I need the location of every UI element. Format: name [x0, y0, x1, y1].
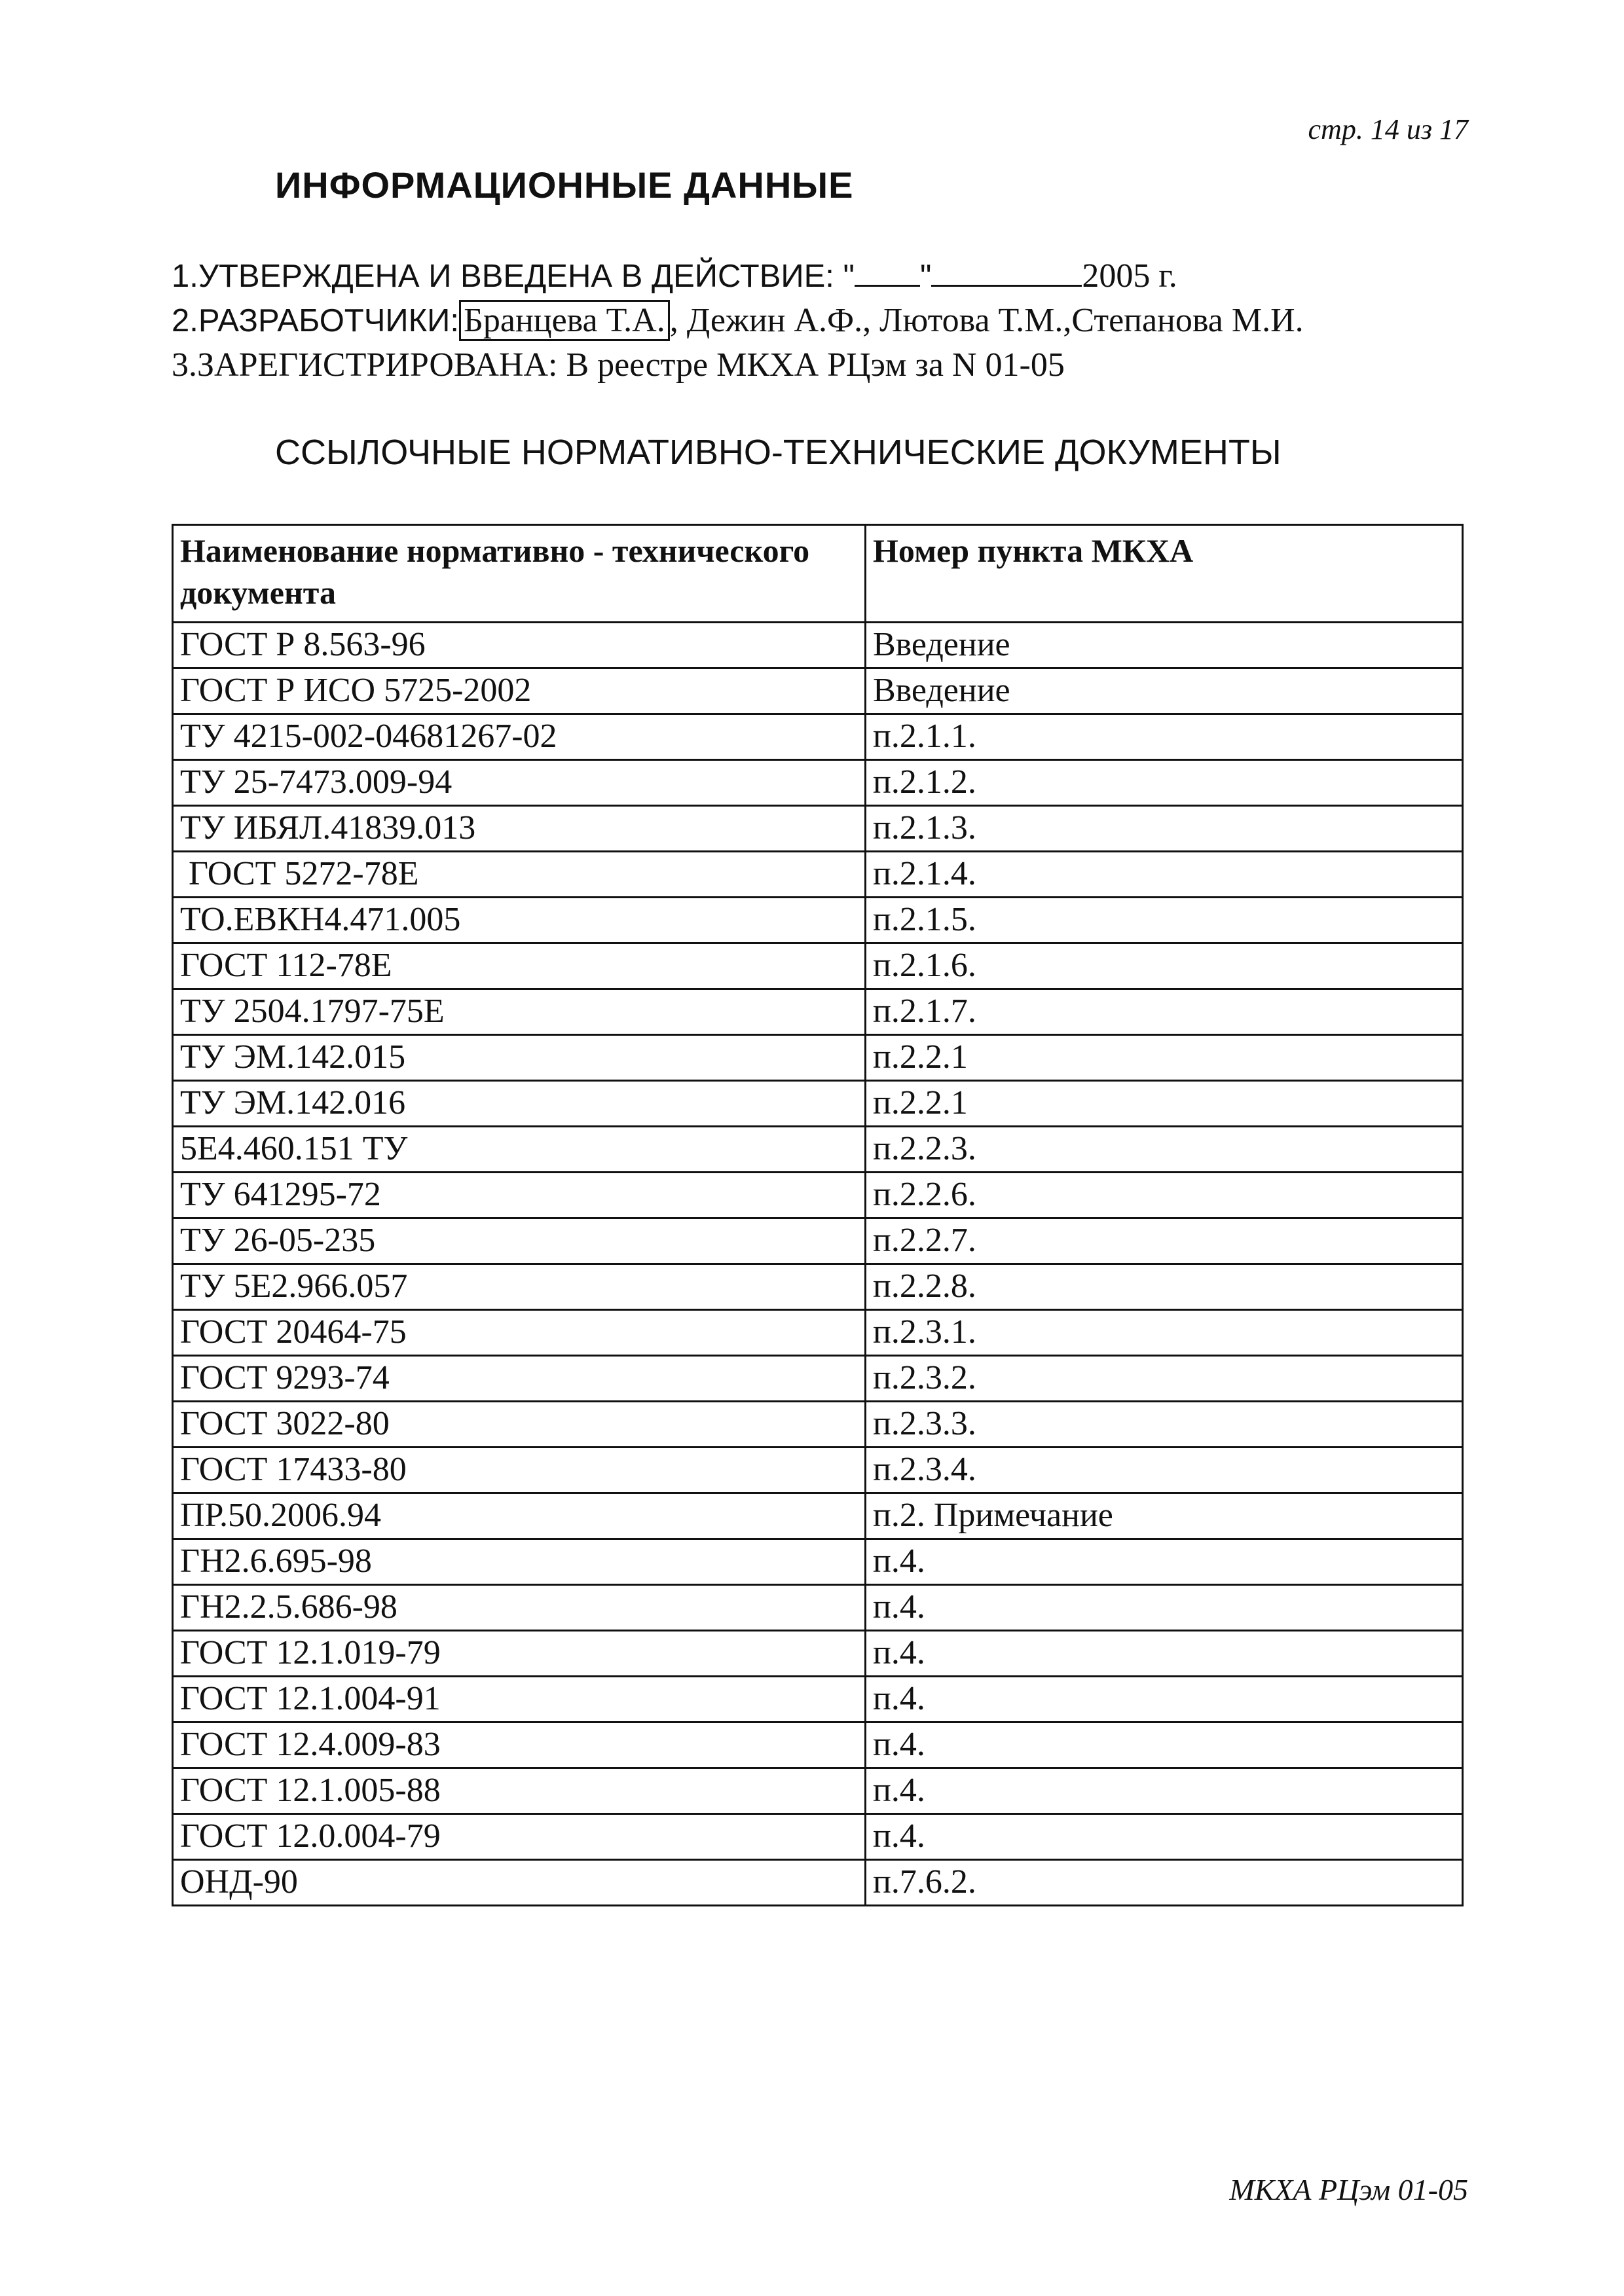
- table-row: [173, 1768, 1463, 1814]
- clause-number-cell: п.2.1.7.: [866, 989, 1463, 1035]
- registration-text: 3.ЗАРЕГИСТРИРОВАНА: В реестре МКХА РЦэм за N 01-05: [172, 346, 1065, 384]
- approval-year: 2005 г.: [1082, 257, 1177, 295]
- document-name-cell: ТО.ЕВКН4.471.005: [173, 898, 866, 943]
- clause-number-cell: п.4.: [866, 1585, 1463, 1631]
- month-blank: [931, 259, 1082, 287]
- table-row: [173, 1402, 1463, 1448]
- document-name-cell: ГН2.2.5.686-98: [173, 1585, 866, 1631]
- clause-number-cell: п.4.: [866, 1768, 1463, 1814]
- clause-number-cell: п.4.: [866, 1631, 1463, 1677]
- document-name-cell: ТУ 4215-002-04681267-02: [173, 714, 866, 760]
- clause-number-cell: п.2.1.3.: [866, 806, 1463, 852]
- table-row: [173, 1310, 1463, 1356]
- clause-number-cell: п.2.2.7.: [866, 1218, 1463, 1264]
- document-name-cell: ГОСТ 17433-80: [173, 1448, 866, 1493]
- approval-prefix: 1.УТВЕРЖДЕНА И ВВЕДЕНА В ДЕЙСТВИЕ: ": [172, 259, 855, 294]
- clause-number-cell: п.2.3.3.: [866, 1402, 1463, 1448]
- clause-number-cell: п.2.1.4.: [866, 852, 1463, 898]
- table-row: [173, 1722, 1463, 1768]
- document-name-cell: ГОСТ 12.1.019-79: [173, 1631, 866, 1677]
- document-name-cell: ТУ 25-7473.009-94: [173, 760, 866, 806]
- clause-number-cell: п.2.2.1: [866, 1081, 1463, 1127]
- table-row: [173, 806, 1463, 852]
- document-name-cell: ГОСТ 12.4.009-83: [173, 1722, 866, 1768]
- table-row: [173, 989, 1463, 1035]
- table-row: [173, 1448, 1463, 1493]
- clause-number-cell: п.2.1.5.: [866, 898, 1463, 943]
- clause-number-cell: п.2.3.2.: [866, 1356, 1463, 1402]
- table-row: [173, 1585, 1463, 1631]
- table-row: [173, 760, 1463, 806]
- table-row: [173, 898, 1463, 943]
- document-name-cell: ГОСТ 5272-78Е: [173, 852, 866, 898]
- col-header-clause: Номер пункта МКХА: [866, 525, 1463, 623]
- table-row: [173, 1127, 1463, 1173]
- table-row: [173, 1081, 1463, 1127]
- document-name-cell: ТУ 2504.1797-75Е: [173, 989, 866, 1035]
- document-name-cell: ТУ 641295-72: [173, 1173, 866, 1218]
- info-developers-line: [172, 301, 1304, 340]
- document-name-cell: ГОСТ Р ИСО 5725-2002: [173, 668, 866, 714]
- table-row: [173, 623, 1463, 668]
- table-row: [173, 943, 1463, 989]
- document-name-cell: ТУ ЭМ.142.015: [173, 1035, 866, 1081]
- document-name-cell: ТУ ЭМ.142.016: [173, 1081, 866, 1127]
- document-name-cell: ОНД-90: [173, 1860, 866, 1906]
- clause-number-cell: п.4.: [866, 1722, 1463, 1768]
- clause-number-cell: п.4.: [866, 1814, 1463, 1860]
- clause-number-cell: п.2. Примечание: [866, 1493, 1463, 1539]
- developer-boxed-name: Бранцева Т.А.: [459, 300, 670, 341]
- refs-table: [172, 524, 1464, 1906]
- document-name-cell: ПР.50.2006.94: [173, 1493, 866, 1539]
- day-blank: [855, 259, 920, 287]
- table-row: [173, 1677, 1463, 1722]
- table-row: [173, 1539, 1463, 1585]
- info-registration-line: [172, 346, 1065, 384]
- table-row: [173, 1860, 1463, 1906]
- table-row: [173, 1493, 1463, 1539]
- clause-number-cell: п.2.2.3.: [866, 1127, 1463, 1173]
- footer-doc-code: МКХА РЦэм 01-05: [1229, 2173, 1468, 2206]
- document-name-cell: ГОСТ 9293-74: [173, 1356, 866, 1402]
- table-row: [173, 668, 1463, 714]
- clause-number-cell: п.2.3.1.: [866, 1310, 1463, 1356]
- table-row: [173, 1631, 1463, 1677]
- clause-number-cell: п.2.3.4.: [866, 1448, 1463, 1493]
- approval-mid: ": [919, 259, 932, 294]
- document-name-cell: ГОСТ 12.1.004-91: [173, 1677, 866, 1722]
- table-row: [173, 1814, 1463, 1860]
- refs-table-body: [173, 623, 1463, 1906]
- table-row: [173, 1356, 1463, 1402]
- clause-number-cell: п.4.: [866, 1677, 1463, 1722]
- table-row: [173, 1035, 1463, 1081]
- clause-number-cell: п.2.2.1: [866, 1035, 1463, 1081]
- document-name-cell: ТУ 5Е2.966.057: [173, 1264, 866, 1310]
- col-header-document: Наименование нормативно - технического документа: [173, 525, 866, 623]
- document-name-cell: ГОСТ 112-78Е: [173, 943, 866, 989]
- document-name-cell: ГОСТ 12.0.004-79: [173, 1814, 866, 1860]
- document-name-cell: ГОСТ 20464-75: [173, 1310, 866, 1356]
- document-name-cell: ТУ 26-05-235: [173, 1218, 866, 1264]
- table-row: [173, 1264, 1463, 1310]
- clause-number-cell: п.2.2.6.: [866, 1173, 1463, 1218]
- developers-rest: , Дежин А.Ф., Лютова Т.М.,Степанова М.И.: [669, 302, 1304, 339]
- table-row: [173, 714, 1463, 760]
- table-row: [173, 1218, 1463, 1264]
- clause-number-cell: Введение: [866, 623, 1463, 668]
- table-header-row: [173, 525, 1463, 623]
- clause-number-cell: п.7.6.2.: [866, 1860, 1463, 1906]
- document-name-cell: ГОСТ 12.1.005-88: [173, 1768, 866, 1814]
- table-row: [173, 852, 1463, 898]
- clause-number-cell: п.2.1.1.: [866, 714, 1463, 760]
- clause-number-cell: п.2.1.2.: [866, 760, 1463, 806]
- info-approval-line: [172, 257, 1177, 295]
- document-name-cell: ГОСТ 3022-80: [173, 1402, 866, 1448]
- clause-number-cell: п.4.: [866, 1539, 1463, 1585]
- developers-prefix: 2.РАЗРАБОТЧИКИ:: [172, 303, 459, 338]
- clause-number-cell: п.2.1.6.: [866, 943, 1463, 989]
- clause-number-cell: Введение: [866, 668, 1463, 714]
- clause-number-cell: п.2.2.8.: [866, 1264, 1463, 1310]
- page-number: стр. 14 из 17: [1308, 113, 1468, 145]
- document-name-cell: ГН2.6.695-98: [173, 1539, 866, 1585]
- document-name-cell: ГОСТ Р 8.563-96: [173, 623, 866, 668]
- page-title: ИНФОРМАЦИОННЫЕ ДАННЫЕ: [275, 164, 854, 206]
- document-name-cell: ТУ ИБЯЛ.41839.013: [173, 806, 866, 852]
- refs-heading: ССЫЛОЧНЫЕ НОРМАТИВНО-ТЕХНИЧЕСКИЕ ДОКУМЕНТЫ: [275, 433, 1282, 472]
- document-name-cell: 5Е4.460.151 ТУ: [173, 1127, 866, 1173]
- table-row: [173, 1173, 1463, 1218]
